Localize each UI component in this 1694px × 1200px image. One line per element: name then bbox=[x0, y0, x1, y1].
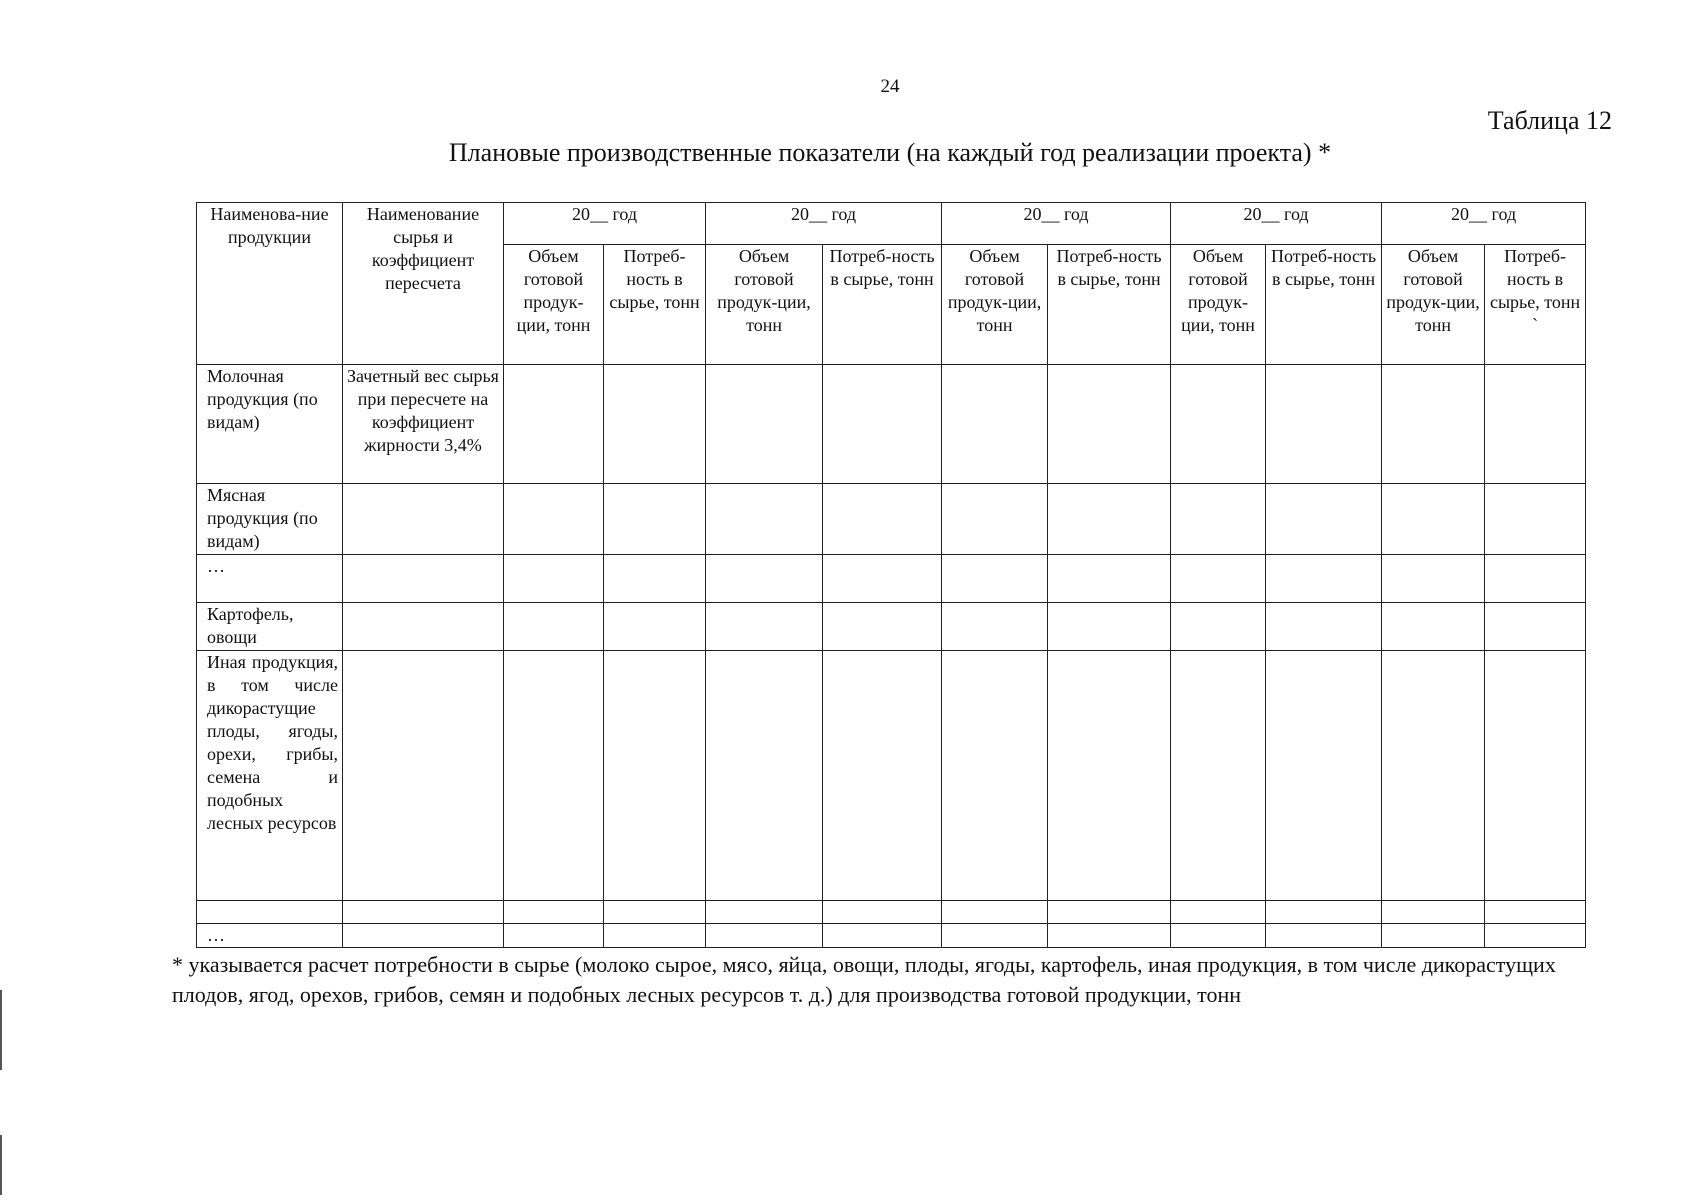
data-cell bbox=[504, 555, 604, 603]
data-cell bbox=[1048, 555, 1171, 603]
data-cell bbox=[1382, 555, 1485, 603]
row-raw-material bbox=[343, 651, 504, 901]
data-cell bbox=[1382, 651, 1485, 901]
table-row bbox=[197, 603, 1586, 651]
data-cell bbox=[1048, 651, 1171, 901]
data-cell bbox=[1266, 555, 1382, 603]
data-cell bbox=[942, 555, 1048, 603]
data-cell bbox=[1171, 603, 1266, 651]
header-raw-need: Потреб-ность в сырье, тонн bbox=[604, 245, 706, 365]
data-cell bbox=[823, 651, 942, 901]
data-cell bbox=[1266, 651, 1382, 901]
data-cell bbox=[604, 555, 706, 603]
header-product-name: Наименова-ние продукции bbox=[197, 203, 343, 365]
scan-edge-mark bbox=[0, 990, 2, 1070]
header-year-5: 20__ год bbox=[1382, 203, 1586, 245]
data-cell bbox=[1171, 901, 1266, 924]
row-raw-material bbox=[343, 555, 504, 603]
data-cell bbox=[706, 651, 823, 901]
header-volume: Объем готовой продук-ции, тонн bbox=[1171, 245, 1266, 365]
row-product-name: … bbox=[197, 924, 343, 948]
table-row bbox=[197, 651, 1586, 901]
data-cell bbox=[504, 603, 604, 651]
table-label: Таблица 12 bbox=[1487, 106, 1612, 135]
data-cell bbox=[504, 365, 604, 484]
header-raw-need: Потреб-ность в сырье, тонн ` bbox=[1485, 245, 1586, 365]
header-year-2: 20__ год bbox=[706, 203, 942, 245]
data-cell bbox=[1171, 555, 1266, 603]
data-cell bbox=[823, 484, 942, 555]
data-cell bbox=[1048, 365, 1171, 484]
data-cell bbox=[942, 651, 1048, 901]
data-cell bbox=[1266, 603, 1382, 651]
data-cell bbox=[942, 924, 1048, 948]
document-title: Плановые производственные показатели (на каждый год реализации проекта) * bbox=[448, 138, 1332, 167]
data-cell bbox=[504, 484, 604, 555]
data-cell bbox=[1266, 901, 1382, 924]
data-cell bbox=[823, 603, 942, 651]
row-product-name: Мясная продукция (по видам) bbox=[197, 484, 343, 555]
header-volume: Объем готовой продук-ции, тонн bbox=[706, 245, 823, 365]
row-raw-material bbox=[343, 924, 504, 948]
footnote: * указывается расчет потребности в сырье (молоко сырое, мясо, яйца, овощи, плоды, ягоды, картофель, иная продукция, в том числе дикорастущих плодов, ягод, орехов, грибов, семян и подобных лесных ресурсов т. д.) для производства готовой продукции, тонн bbox=[172, 952, 1556, 1007]
data-cell bbox=[1485, 603, 1586, 651]
data-cell bbox=[1485, 484, 1586, 555]
data-cell bbox=[823, 365, 942, 484]
data-cell bbox=[1382, 603, 1485, 651]
data-cell bbox=[1382, 924, 1485, 948]
data-cell bbox=[706, 365, 823, 484]
page-number: 24 bbox=[880, 76, 900, 97]
data-cell bbox=[504, 901, 604, 924]
data-cell bbox=[1382, 484, 1485, 555]
data-cell bbox=[942, 603, 1048, 651]
data-cell bbox=[1485, 651, 1586, 901]
header-year-1: 20__ год bbox=[504, 203, 706, 245]
data-cell bbox=[942, 365, 1048, 484]
data-cell bbox=[1485, 555, 1586, 603]
table-row bbox=[197, 555, 1586, 603]
data-cell bbox=[706, 901, 823, 924]
data-cell bbox=[1048, 901, 1171, 924]
data-cell bbox=[504, 651, 604, 901]
table-row bbox=[197, 484, 1586, 555]
header-raw-need: Потреб-ность в сырье, тонн bbox=[1048, 245, 1171, 365]
row-product-name: Молочная продукция (по видам) bbox=[197, 365, 343, 484]
row-product-name: Картофель, овощи bbox=[197, 603, 343, 651]
production-indicators-table bbox=[196, 202, 1586, 948]
header-year-4: 20__ год bbox=[1171, 203, 1382, 245]
data-cell bbox=[604, 924, 706, 948]
table-row bbox=[197, 924, 1586, 948]
data-cell bbox=[942, 484, 1048, 555]
data-cell bbox=[604, 484, 706, 555]
row-raw-material bbox=[343, 484, 504, 555]
data-cell bbox=[706, 484, 823, 555]
data-cell bbox=[706, 555, 823, 603]
data-cell bbox=[1485, 901, 1586, 924]
scan-edge-mark bbox=[0, 1135, 2, 1195]
data-cell bbox=[1048, 484, 1171, 555]
data-cell bbox=[604, 651, 706, 901]
data-cell bbox=[1048, 924, 1171, 948]
data-cell bbox=[823, 555, 942, 603]
header-volume: Объем готовой продук-ции, тонн bbox=[942, 245, 1048, 365]
row-product-name bbox=[197, 901, 343, 924]
data-cell bbox=[604, 365, 706, 484]
header-volume: Объем готовой продук-ции, тонн bbox=[504, 245, 604, 365]
data-cell bbox=[604, 603, 706, 651]
row-product-name: … bbox=[197, 555, 343, 603]
data-cell bbox=[1171, 484, 1266, 555]
data-cell bbox=[1382, 901, 1485, 924]
data-cell bbox=[1485, 924, 1586, 948]
table-row bbox=[197, 365, 1586, 484]
data-cell bbox=[706, 924, 823, 948]
row-raw-material bbox=[343, 901, 504, 924]
header-raw-material: Наименование сырья и коэффициент пересчета bbox=[343, 203, 504, 365]
data-cell bbox=[1382, 365, 1485, 484]
data-cell bbox=[1266, 924, 1382, 948]
header-volume: Объем готовой продук-ции, тонн bbox=[1382, 245, 1485, 365]
data-cell bbox=[504, 924, 604, 948]
data-cell bbox=[942, 901, 1048, 924]
row-raw-material bbox=[343, 603, 504, 651]
data-cell bbox=[1171, 651, 1266, 901]
table-row bbox=[197, 901, 1586, 924]
row-raw-material: Зачетный вес сырья при пересчете на коэффициент жирности 3,4% bbox=[343, 365, 504, 484]
header-year-3: 20__ год bbox=[942, 203, 1171, 245]
data-cell bbox=[1266, 484, 1382, 555]
header-raw-need: Потреб-ность в сырье, тонн bbox=[1266, 245, 1382, 365]
header-raw-need: Потреб-ность в сырье, тонн bbox=[823, 245, 942, 365]
data-cell bbox=[823, 924, 942, 948]
data-cell bbox=[1171, 924, 1266, 948]
data-cell bbox=[1171, 365, 1266, 484]
data-cell bbox=[1485, 365, 1586, 484]
data-cell bbox=[1266, 365, 1382, 484]
data-cell bbox=[823, 901, 942, 924]
data-cell bbox=[706, 603, 823, 651]
row-product-name: Иная продукция, в том числе дикорастущие плоды, ягоды, орехи, грибы, семена и подобных лесных ресурсов bbox=[197, 651, 343, 901]
data-cell bbox=[1048, 603, 1171, 651]
data-cell bbox=[604, 901, 706, 924]
